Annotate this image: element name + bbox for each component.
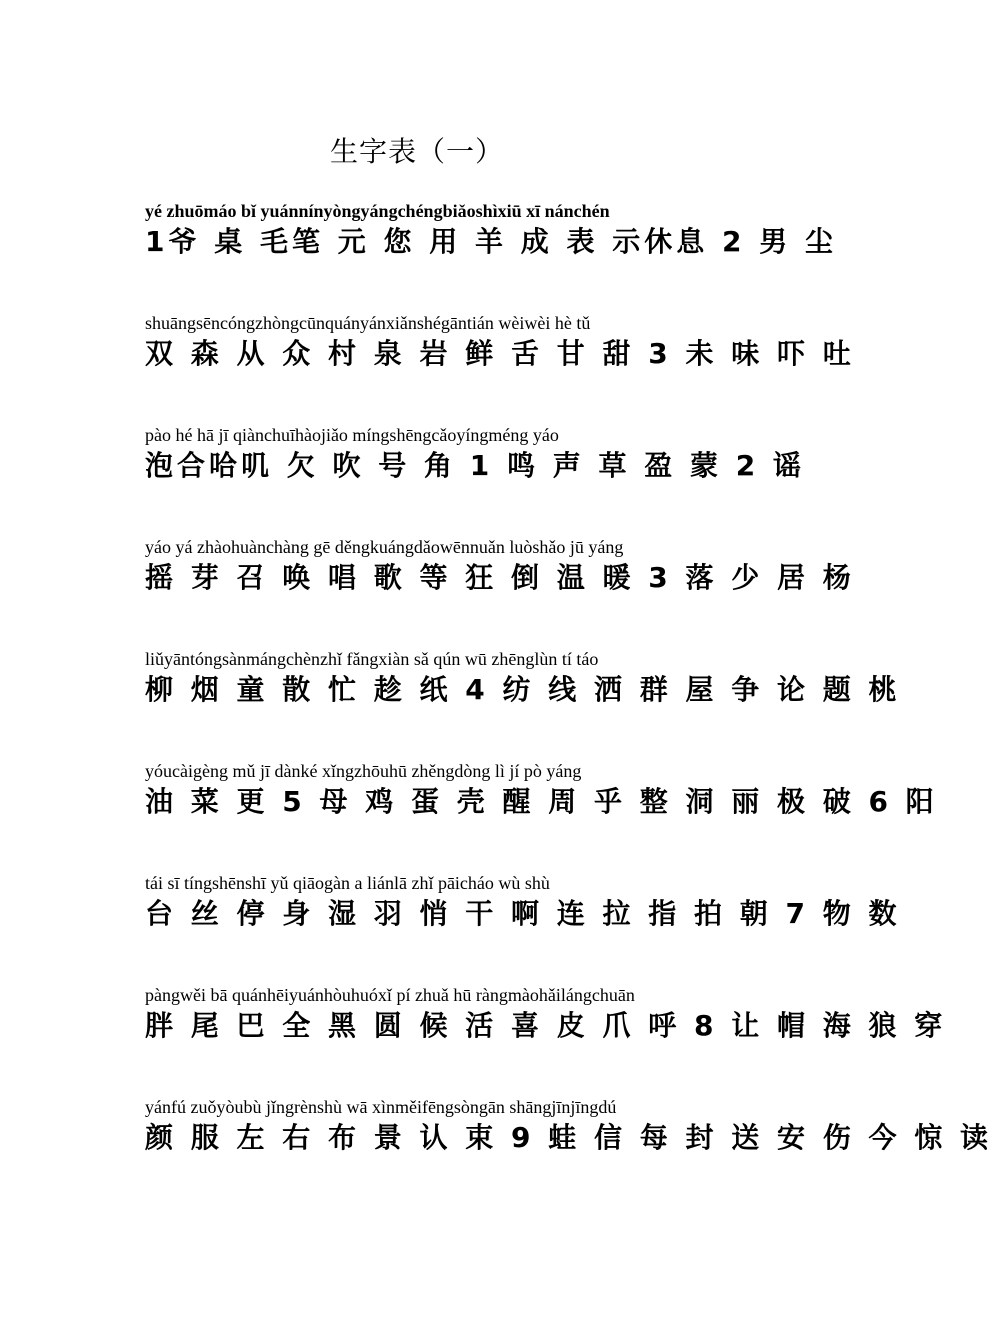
vocab-row-4 xyxy=(145,534,855,596)
pinyin-line: tái sī tíngshēnshī yǔ qiāogàn a liánlā zhǐ pāicháo wù shù xyxy=(145,873,550,893)
pinyin-line: shuāngsēncóngzhòngcūnquányánxiǎnshégāntián wèiwèi hè tǔ xyxy=(145,313,591,333)
vocab-row-9 xyxy=(145,1094,992,1156)
pinyin-line: yánfú zuǒyòubù jǐngrènshù wā xìnměifēngsòngān shāngjīnjīngdú xyxy=(145,1097,617,1117)
vocab-row-7 xyxy=(145,870,901,932)
pinyin-line: yóucàigèng mǔ jī dànké xǐngzhōuhū zhěngdòng lì jí pò yáng xyxy=(145,761,582,781)
pinyin-line: pàngwěi bā quánhēiyuánhòuhuóxǐ pí zhuǎ hū ràngmàohǎilángchuān xyxy=(145,985,635,1005)
hanzi-line: 台 丝 停 身 湿 羽 悄 干 啊 连 拉 指 拍 朝 7 物 数 xyxy=(145,897,901,930)
vocab-row-1 xyxy=(145,198,837,260)
vocab-row-3 xyxy=(145,422,815,484)
pinyin-line: yáo yá zhàohuànchàng gē děngkuángdǎowēnnuǎn luòshǎo jū yáng xyxy=(145,537,624,557)
hanzi-line: 颜 服 左 右 布 景 认 束 9 蛙 信 每 封 送 安 伤 今 惊 读 xyxy=(145,1121,992,1154)
hanzi-line: 双 森 从 众 村 泉 岩 鲜 舌 甘 甜 3 未 味 吓 吐 xyxy=(145,337,855,370)
hanzi-line: 柳 烟 童 散 忙 趁 纸 4 纺 线 洒 群 屋 争 论 题 桃 xyxy=(145,673,901,706)
page-title: 生字表（一） xyxy=(330,135,505,168)
hanzi-line: 摇 芽 召 唤 唱 歌 等 狂 倒 温 暖 3 落 少 居 杨 xyxy=(145,561,855,594)
vocab-row-8 xyxy=(145,982,947,1044)
vocab-row-6 xyxy=(145,758,938,820)
vocab-row-5 xyxy=(145,646,901,708)
pinyin-line: yé zhuōmáo bǐ yuánnínyòngyángchéngbiǎoshìxiū xī nánchén xyxy=(145,201,610,221)
hanzi-line: 油 菜 更 5 母 鸡 蛋 壳 醒 周 乎 整 洞 丽 极 破 6 阳 xyxy=(145,785,938,818)
pinyin-line: pào hé hā jī qiànchuīhàojiǎo míngshēngcǎoyíngméng yáo xyxy=(145,425,559,445)
hanzi-line: 1爷 桌 毛笔 元 您 用 羊 成 表 示休息 2 男 尘 xyxy=(145,225,837,258)
hanzi-line: 胖 尾 巴 全 黑 圆 候 活 喜 皮 爪 呼 8 让 帽 海 狼 穿 xyxy=(145,1009,947,1042)
vocab-row-2 xyxy=(145,310,855,372)
pinyin-line: liǔyāntóngsànmángchènzhǐ fǎngxiàn sǎ qún wū zhēnglùn tí táo xyxy=(145,649,599,669)
hanzi-line: 泡合哈叽 欠 吹 号 角 1 鸣 声 草 盈 蒙 2 谣 xyxy=(145,449,805,482)
